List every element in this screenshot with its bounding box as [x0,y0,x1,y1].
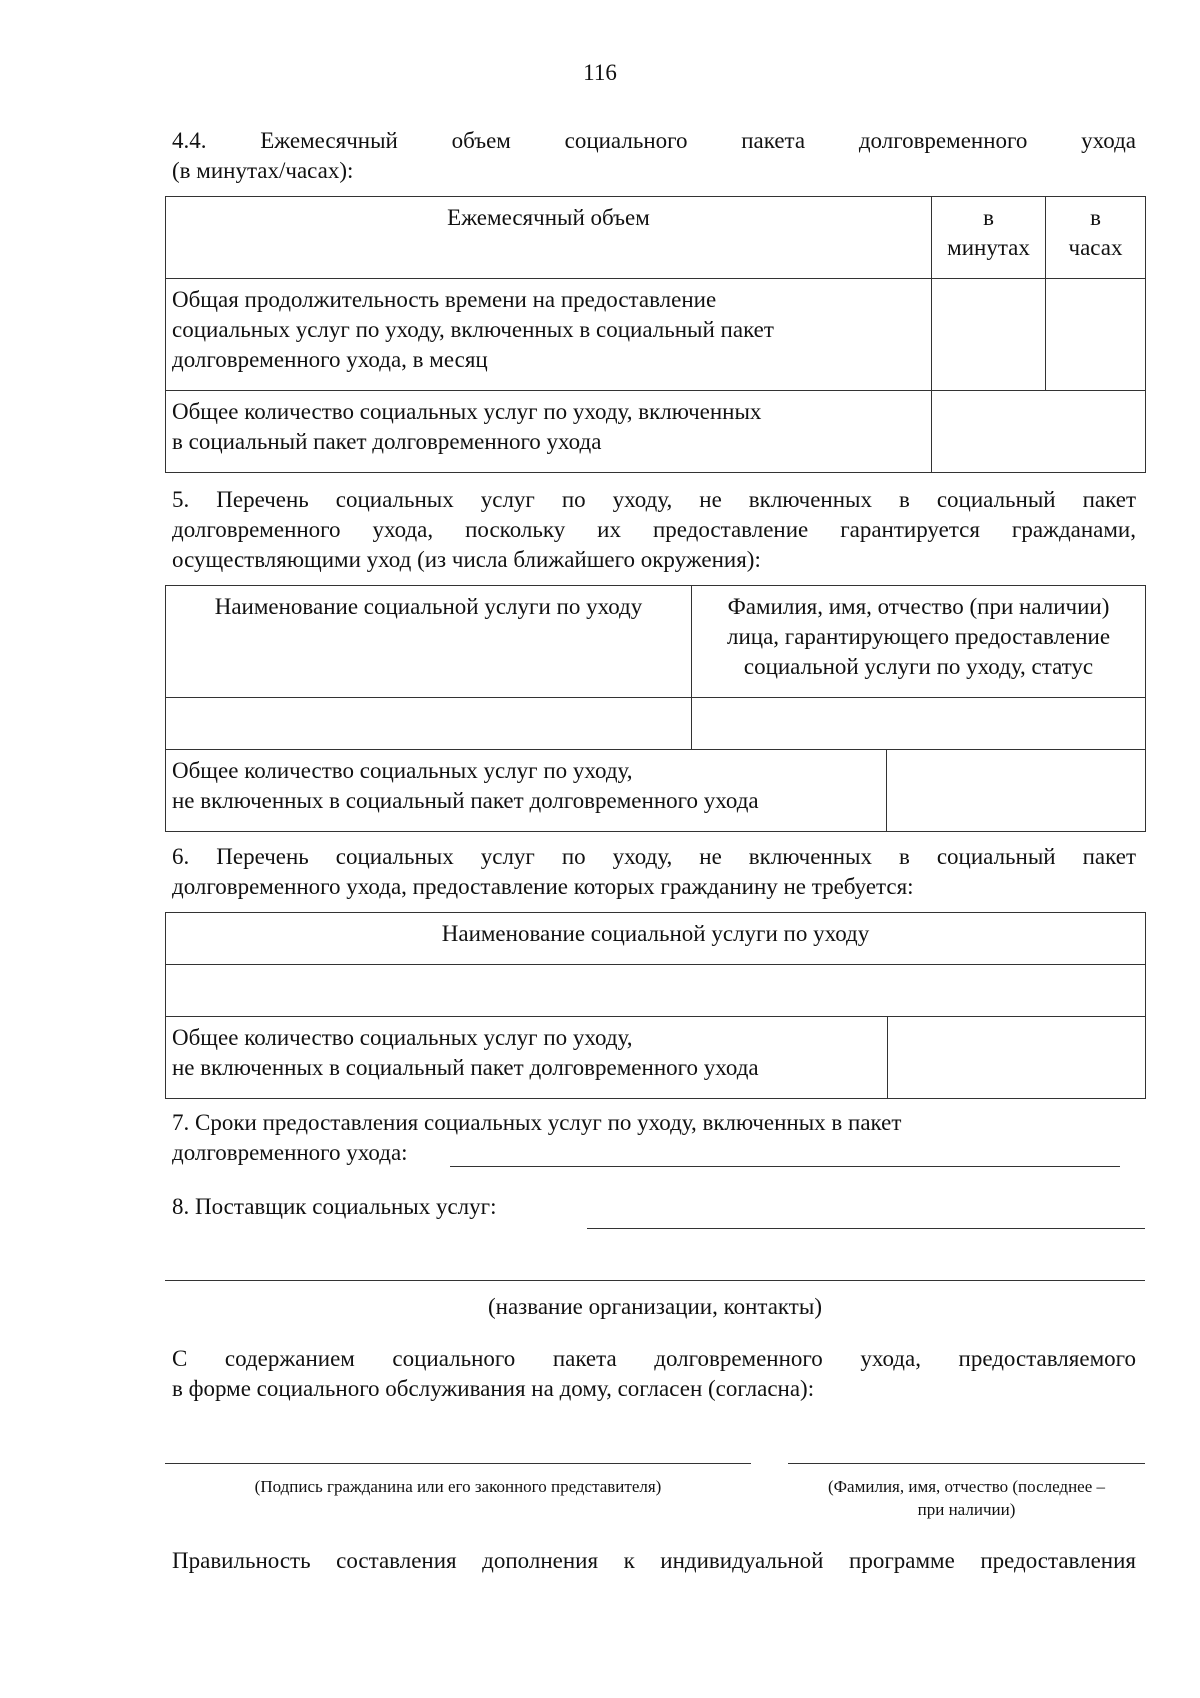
cell-service-name[interactable] [166,965,1146,1017]
header-monthly-volume: Ежемесячный объем [166,197,932,279]
guaranteed-services-table [165,585,1146,832]
label-line: Общее количество социальных услуг по уходу, [172,758,633,783]
label-line: Общее количество социальных услуг по уходу, включенных [172,399,762,424]
header-line: лица, гарантирующего предоставление [726,624,1111,649]
signature-line[interactable] [165,1463,751,1464]
label-line: социальных услуг по уходу, включенных в социальный пакет [172,317,774,342]
label-line: Общая продолжительность времени на предоставление [172,287,717,312]
row-not-included-total-label [166,750,887,832]
row-total-duration-label [166,279,932,391]
heading-word: 4.4. [172,128,207,153]
header-line: социальной услуги по уходу, статус [743,654,1094,679]
section-7-line1: 7. Сроки предоставления социальных услуг по уходу, включенных в пакет [172,1110,902,1135]
heading-word: Ежемесячный [260,128,398,153]
heading-word: объем [451,128,511,153]
section-5-line2: долговременного ухода, поскольку их предоставление гарантируется гражданами, [172,517,1136,542]
label-line: Общее количество социальных услуг по уходу, [172,1025,633,1050]
provider-caption: (название организации, контакты) [488,1294,822,1319]
header-service-name: Наименование социальной услуги по уходу [166,913,1146,965]
provider-field-line[interactable] [165,1280,1145,1281]
section-4-4-heading-line1 [172,126,1136,156]
header-in-hours [1046,197,1146,279]
provider-field[interactable] [587,1200,1145,1229]
section-6-line1: 6. Перечень социальных услуг по уходу, не включенных в социальный пакет [172,844,1136,869]
header-service-name: Наименование социальной услуги по уходу [166,586,692,698]
heading-word: пакета [741,128,806,153]
label-line: не включенных в социальный пакет долговременного ухода [172,788,759,813]
signature-caption: (Подпись гражданина или его законного представителя) [254,1477,662,1496]
consent-line2: в форме социального обслуживания на дому, согласен (согласна): [172,1376,815,1401]
section-5-line1: 5. Перечень социальных услуг по уходу, не включенных в социальный пакет [172,487,1136,512]
cell-duration-hours[interactable] [1046,279,1146,391]
heading-word: долговременного [858,128,1028,153]
header-minutes-line: в [983,205,994,230]
caption-line: при наличии) [917,1500,1016,1519]
label-line: в социальный пакет долговременного ухода [172,429,602,454]
terms-field[interactable] [450,1138,1120,1167]
label-line: долговременного ухода, в месяц [172,347,488,372]
header-line: Фамилия, имя, отчество (при наличии) [727,594,1110,619]
cell-service-name[interactable] [166,698,692,750]
section-7-label: долговременного ухода: [172,1140,408,1165]
header-hours-line: часах [1068,235,1123,260]
section-4-4-heading-line2: (в минутах/часах): [172,158,354,183]
header-minutes-line: минутах [947,235,1030,260]
caption-line: (Фамилия, имя, отчество (последнее – [827,1477,1106,1496]
monthly-volume-table [165,196,1146,473]
cell-not-required-total[interactable] [888,1017,1146,1099]
heading-word: ухода [1081,128,1136,153]
header-hours-line: в [1090,205,1101,230]
cell-guarantor-person[interactable] [692,698,1146,750]
header-guarantor-person [692,586,1146,698]
full-name-caption [788,1475,1145,1521]
heading-word: социального [564,128,688,153]
row-total-count-label [166,391,932,473]
section-8-label: 8. Поставщик социальных услуг: [172,1194,497,1219]
cell-not-included-total[interactable] [887,750,1146,832]
consent-line1: С содержанием социального пакета долговременного ухода, предоставляемого [172,1346,1136,1371]
cell-duration-minutes[interactable] [932,279,1046,391]
full-name-line[interactable] [788,1463,1145,1464]
page-number: 116 [583,60,617,85]
row-not-required-total-label [166,1017,888,1099]
correctness-statement: Правильность составления дополнения к индивидуальной программе предоставления [172,1548,1136,1573]
label-line: не включенных в социальный пакет долговременного ухода [172,1055,759,1080]
header-in-minutes [932,197,1046,279]
cell-total-count[interactable] [932,391,1146,473]
not-required-services-table [165,912,1146,1099]
section-6-line2: долговременного ухода, предоставление которых гражданину не требуется: [172,874,914,899]
section-5-line3: осуществляющими уход (из числа ближайшего окружения): [172,547,761,572]
